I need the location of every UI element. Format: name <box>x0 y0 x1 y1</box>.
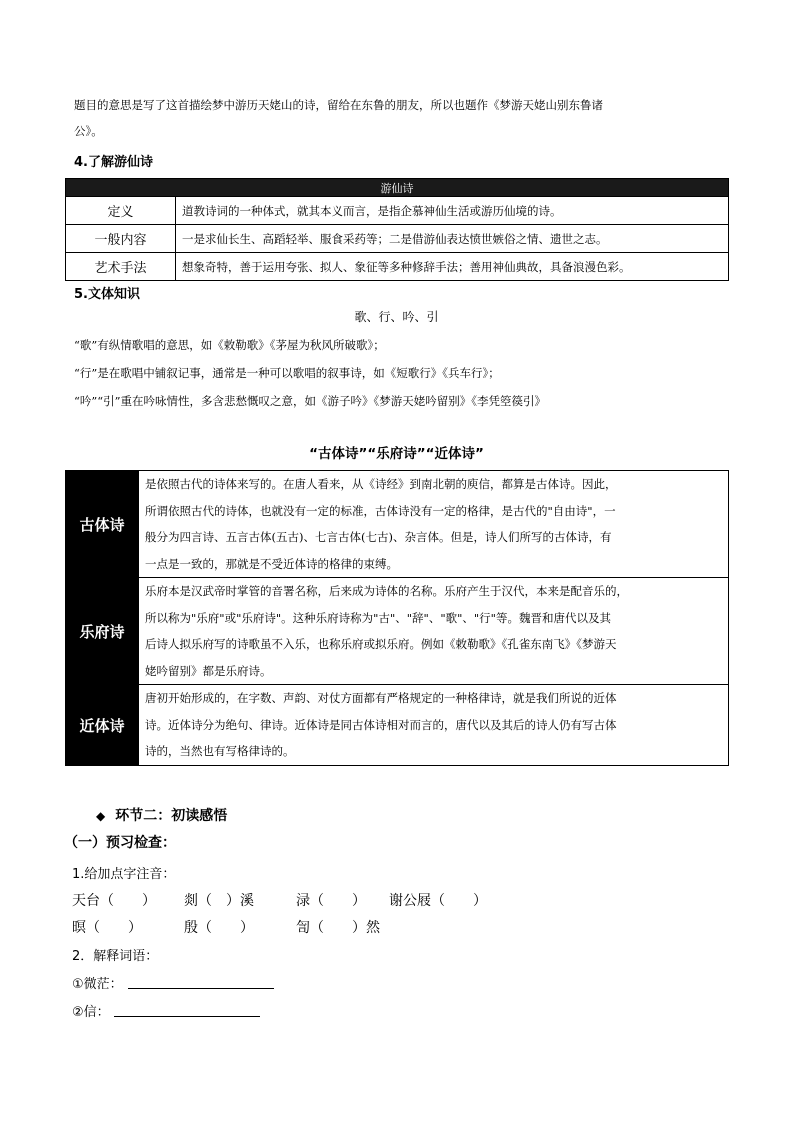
table-row <box>66 253 729 281</box>
intro-line-1: 题目的意思是写了这首描绘梦中游历天姥山的诗，留给在东鲁的朋友，所以也题作《梦游天姥山别东鲁诸 <box>74 98 603 112</box>
pinyin-item: 剡（ ）溪 <box>184 893 254 909</box>
poetry-types-title: “古体诗”“乐府诗”“近体诗” <box>309 446 484 462</box>
text-line: 一点是一致的，那就是不受近体诗的格律的束缚。 <box>145 556 398 571</box>
genre-line: “歌”有纵情歌唱的意思，如《敕勒歌》《茅屋为秋风所破歌》； <box>74 338 385 352</box>
youxian-table <box>65 178 729 281</box>
pinyin-item: 暝（ ） <box>72 920 142 936</box>
section4-heading: 4.了解游仙诗 <box>74 155 153 170</box>
section5-lines <box>74 331 734 415</box>
row-text <box>139 471 729 578</box>
text-line: 所谓依照古代的诗体，也就没有一定的标准，古体诗没有一定的格律，是古代的"自由诗"，一 <box>145 503 616 518</box>
row-text: 一是求仙长生、高蹈轻举、服食采药等；二是借游仙表达愤世嫉俗之情、遗世之志。 <box>176 225 729 253</box>
pinyin-item: 殷（ ） <box>184 920 254 936</box>
pinyin-item: 渌（ ） <box>296 893 366 909</box>
table-row <box>66 197 729 225</box>
text-line: 诗的，当然也有写格律诗的。 <box>145 744 295 758</box>
text-line: 所以称为"乐府"或"乐府诗"。这种乐府诗称为"古"、"辞"、"歌"、"行"等。魏晋和唐代以及其 <box>145 610 611 625</box>
section5-subtitle: 歌、行、吟、引 <box>354 310 439 324</box>
q2-title: 2．解释词语： <box>72 949 159 964</box>
row-label: 定义 <box>66 197 176 225</box>
text-line: 乐府本是汉武帝时掌管的音署名称，后来成为诗体的名称。乐府产生于汉代，本来是配音乐的， <box>145 584 628 598</box>
intro-paragraph <box>74 92 734 144</box>
vocab-item-1-label: ①微茫： <box>72 977 123 992</box>
row-text: 道教诗词的一种体式，就其本义而言，是指企慕神仙生活或游历仙境的诗。 <box>176 197 729 225</box>
pinyin-row-2 <box>72 917 380 937</box>
text-line: 般分为四言诗、五言古体(五古)、七言古体(七古)、杂言体。但是，诗人们所写的古体诗，有 <box>145 530 612 544</box>
genre-line: “行”是在歌唱中铺叙记事，通常是一种可以歌唱的叙事诗，如《短歌行》《兵车行》； <box>74 366 500 380</box>
table-row <box>66 225 729 253</box>
text-line: 诗。近体诗分为绝句、律诗。近体诗是同古体诗相对而言的，唐代以及其后的诗人仍有写古体 <box>145 717 617 732</box>
part2-heading: 环节二：初读感悟 <box>115 808 228 824</box>
text-line: 后诗人拟乐府写的诗歌虽不入乐，也称乐府或拟乐府。例如《敕勒歌》《孔雀东南飞》《梦游天 <box>145 637 617 651</box>
answer-blank-1[interactable] <box>128 988 274 989</box>
q1-title: 1.给加点字注音： <box>72 867 176 882</box>
table-row <box>66 578 729 685</box>
text-line: 姥吟留别》都是乐府诗。 <box>145 663 272 678</box>
pinyin-row-1 <box>72 890 487 910</box>
row-label: 一般内容 <box>66 225 176 253</box>
row-label: 近体诗 <box>66 685 139 766</box>
intro-line-2: 公》。 <box>74 124 103 138</box>
table-row <box>66 685 729 766</box>
diamond-bullet-icon: ◆ <box>96 809 106 823</box>
pinyin-item: 天台（ ） <box>72 893 156 909</box>
vocab-item-2-label: ②信： <box>72 1005 110 1020</box>
text-line: 唐初开始形成的，在字数、声韵、对仗方面都有严格规定的一种格律诗，就是我们所说的近体 <box>145 691 617 705</box>
poetry-types-table <box>65 470 729 766</box>
table-row <box>66 471 729 578</box>
part2-heading-row <box>96 805 227 825</box>
row-text: 想象奇特，善于运用夸张、拟人、象征等多种修辞手法；善用神仙典故，具备浪漫色彩。 <box>176 253 729 281</box>
text-line: 是依照古代的诗体来写的。在唐人看来，从《诗经》到南北朝的庾信，都算是古体诗。因此， <box>145 477 617 491</box>
section5-heading: 5.文体知识 <box>74 287 140 302</box>
row-label: 古体诗 <box>66 471 139 578</box>
pinyin-item: 訇（ ）然 <box>296 920 380 936</box>
genre-line: “吟”“引”重在吟咏情性，多含悲愁慨叹之意，如《游子吟》《梦游天姥吟留别》《李凭箜篌引》 <box>74 394 547 408</box>
youxian-table-title: 游仙诗 <box>66 179 729 197</box>
row-label: 乐府诗 <box>66 578 139 685</box>
row-label: 艺术手法 <box>66 253 176 281</box>
row-text <box>139 578 729 685</box>
answer-blank-2[interactable] <box>114 1016 260 1017</box>
row-text <box>139 685 729 766</box>
pinyin-item: 谢公屐（ ） <box>389 893 487 909</box>
part2-subheading: （一）预习检查： <box>64 835 176 851</box>
